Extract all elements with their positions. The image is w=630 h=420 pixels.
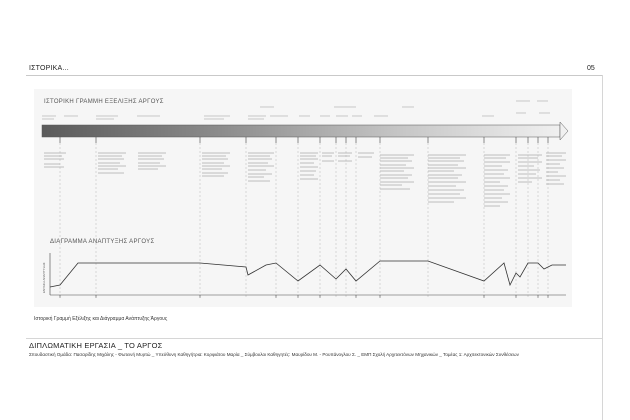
diagram-title: ΔΙΑΓΡΑΜΜΑ ΑΝΑΠΤΥΞΗΣ ΑΡΓΟΥΣ: [50, 239, 155, 245]
notes-col-6: [300, 153, 318, 179]
timeline-diagram-drawing: [34, 89, 572, 307]
footer-title: ΔΙΠΛΩΜΑΤΙΚΗ ΕΡΓΑΣΙΑ _ ΤΟ ΑΡΓΟΣ: [29, 341, 163, 350]
header-title: ΙΣΤΟΡΙΚΑ...: [29, 65, 69, 72]
notes-col-3: [138, 153, 166, 169]
diagram-y-label: ΕΝΤΑΣΗ ΑΝΑΠΤΥΞΗΣ: [42, 262, 46, 293]
right-margin-rule: [602, 75, 603, 420]
development-curve: [50, 261, 566, 287]
timeline-arrow: [560, 122, 568, 140]
diagram-ticks: [60, 295, 548, 298]
notes-col-8: [380, 155, 414, 189]
scanned-drawing-panel: [34, 89, 572, 307]
figure-caption: Ιστορική Γραμμή Εξέλιξης και Διάγραμμα Ανάπτυξης Άργους: [34, 316, 168, 322]
timeline-bar: [42, 125, 560, 137]
notes-col-10: [484, 155, 510, 206]
notes-col-5: [248, 153, 274, 181]
footer-credits: Σπουδαστική Ομάδα: Πασαρίδης Μιχάλης - Φωτεινή Μυρτώ _ Υπεύθυνη Καθηγήτρια: Κορφιάτου Μαρία _ Σύμβουλοι Καθηγητές: Μαυρίδου Μ. - Ρουπάνογλου Σ. _ ΕΜΠ Σχολή Αρχιτεκτόνων Μηχανικών _ Τομέας 1: Αρχιτεκτονικών Συνθέσεων: [29, 352, 519, 357]
timeline-ticks: [60, 137, 548, 143]
page-number: 05: [587, 65, 595, 72]
timeline-title: ΙΣΤΟΡΙΚΗ ΓΡΑΜΜΗ ΕΞΕΛΙΞΗΣ ΑΡΓΟΥΣ: [44, 99, 164, 105]
footer-rule: [26, 338, 602, 339]
notes-col-9: [428, 155, 466, 202]
notes-col-2: [98, 153, 126, 173]
notes-col-11: [518, 155, 542, 182]
dashed-guides: [60, 143, 548, 299]
header-rule: [26, 75, 602, 76]
event-note-columns: [44, 153, 566, 206]
notes-col-4: [202, 153, 230, 176]
notes-col-7: [322, 153, 374, 161]
notes-col-12: [546, 153, 566, 184]
notes-col-1: [44, 153, 66, 167]
